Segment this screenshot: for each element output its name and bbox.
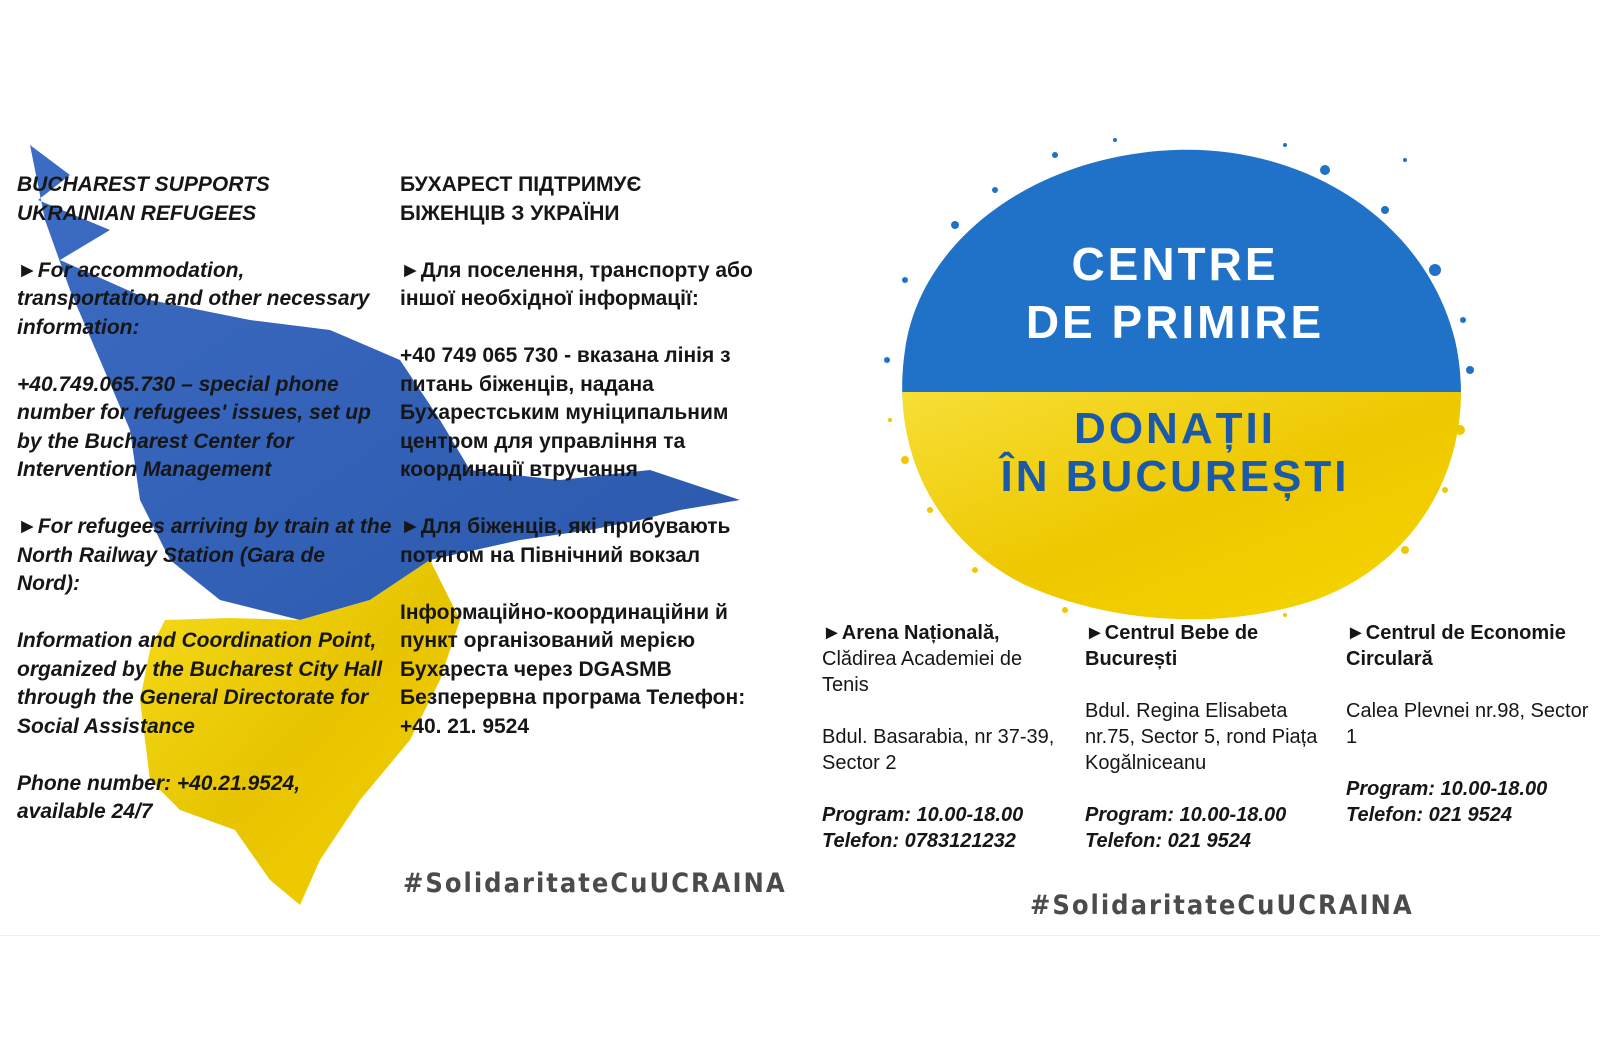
ukrainian-title-line-2: БІЖЕНЦІВ З УКРАЇНИ bbox=[400, 201, 620, 225]
donatii-title-line-1: DONAȚII bbox=[1074, 404, 1276, 453]
center-address: Bdul. Basarabia, nr 37-39, Sector 2 bbox=[822, 726, 1055, 774]
center-program: Program: 10.00-18.00 bbox=[822, 804, 1024, 826]
ukraine-flag-paint-blob bbox=[865, 130, 1485, 630]
english-accommodation-text: ►For accommodation, transportation and other necessary information: bbox=[17, 258, 370, 339]
paint-blob-graphic bbox=[865, 130, 1485, 630]
donatii-title-line-2: ÎN BUCUREȘTI bbox=[1000, 452, 1350, 501]
english-title bbox=[17, 171, 392, 228]
center-phone: Telefon: 021 9524 bbox=[1346, 804, 1513, 826]
bottom-divider bbox=[0, 935, 1600, 936]
ukrainian-title bbox=[400, 171, 780, 228]
center-name: ►Centrul de Economie Circulară bbox=[1346, 622, 1566, 670]
hashtag-right: #SolidaritateCuUCRAINA bbox=[1030, 890, 1414, 921]
donatii-title bbox=[865, 405, 1485, 501]
center-phone: Telefon: 0783121232 bbox=[822, 830, 1016, 852]
center-name: ►Arena Națională, bbox=[822, 622, 1000, 644]
centre-title-line-1: CENTRE bbox=[1071, 238, 1279, 290]
centre-title-line-2: DE PRIMIRE bbox=[1025, 296, 1325, 348]
ukrainian-accommodation-text: ►Для поселення, транспорту або іншої необхідної інформації: bbox=[400, 258, 753, 310]
english-phone-24-text: Phone number: +40.21.9524, available 24/7 bbox=[17, 771, 301, 823]
center-phone: Telefon: 021 9524 bbox=[1085, 830, 1252, 852]
center-economie-circulara bbox=[1346, 620, 1596, 828]
center-program: Program: 10.00-18.00 bbox=[1346, 778, 1548, 800]
english-ukrainian-info-panel bbox=[0, 0, 798, 935]
english-title-line-1: BUCHAREST SUPPORTS bbox=[17, 173, 270, 196]
ukrainian-info-column bbox=[400, 171, 780, 770]
english-title-line-2: UKRAINIAN REFUGEES bbox=[17, 201, 257, 225]
english-info-point-text: Information and Coordination Point, organized by the Bucharest City Hall through the General Directorate for Social Assistance bbox=[17, 629, 383, 738]
ukrainian-info-point-text: Інформаційно-координаційни й пункт організований мерією Бухареста через DGASMB Безперервна програма Телефон: +40. 21. 9524 bbox=[400, 600, 746, 738]
center-building: Clădirea Academiei de Tenis bbox=[822, 648, 1023, 696]
center-address: Calea Plevnei nr.98, Sector 1 bbox=[1346, 700, 1589, 748]
ukrainian-special-phone-text: +40 749 065 730 - вказана лінія з питань біженців, надана Бухарестським муніципальним центром для управління та координації втручання bbox=[400, 344, 731, 481]
center-bebe-bucuresti bbox=[1085, 620, 1335, 854]
ukrainian-train-text: ►Для біженців, які прибувають потягом на Північний вокзал bbox=[400, 515, 731, 567]
ukrainian-title-line-1: БУХАРЕСТ ПІДТРИМУЄ bbox=[400, 173, 642, 196]
center-address: Bdul. Regina Elisabeta nr.75, Sector 5, rond Piața Kogălniceanu bbox=[1085, 700, 1318, 774]
english-info-column bbox=[17, 171, 392, 855]
centre-de-primire-title bbox=[865, 235, 1485, 351]
center-program: Program: 10.00-18.00 bbox=[1085, 804, 1287, 826]
english-train-text: ►For refugees arriving by train at the North Railway Station (Gara de Nord): bbox=[17, 515, 392, 595]
center-arena-nationala bbox=[822, 620, 1072, 854]
hashtag-left: #SolidaritateCuUCRAINA bbox=[403, 868, 787, 899]
center-name: ►Centrul Bebe de București bbox=[1085, 622, 1259, 670]
english-special-phone-text: +40.749.065.730 – special phone number for refugees' issues, set up by the Bucharest Center for Intervention Management bbox=[17, 372, 371, 481]
